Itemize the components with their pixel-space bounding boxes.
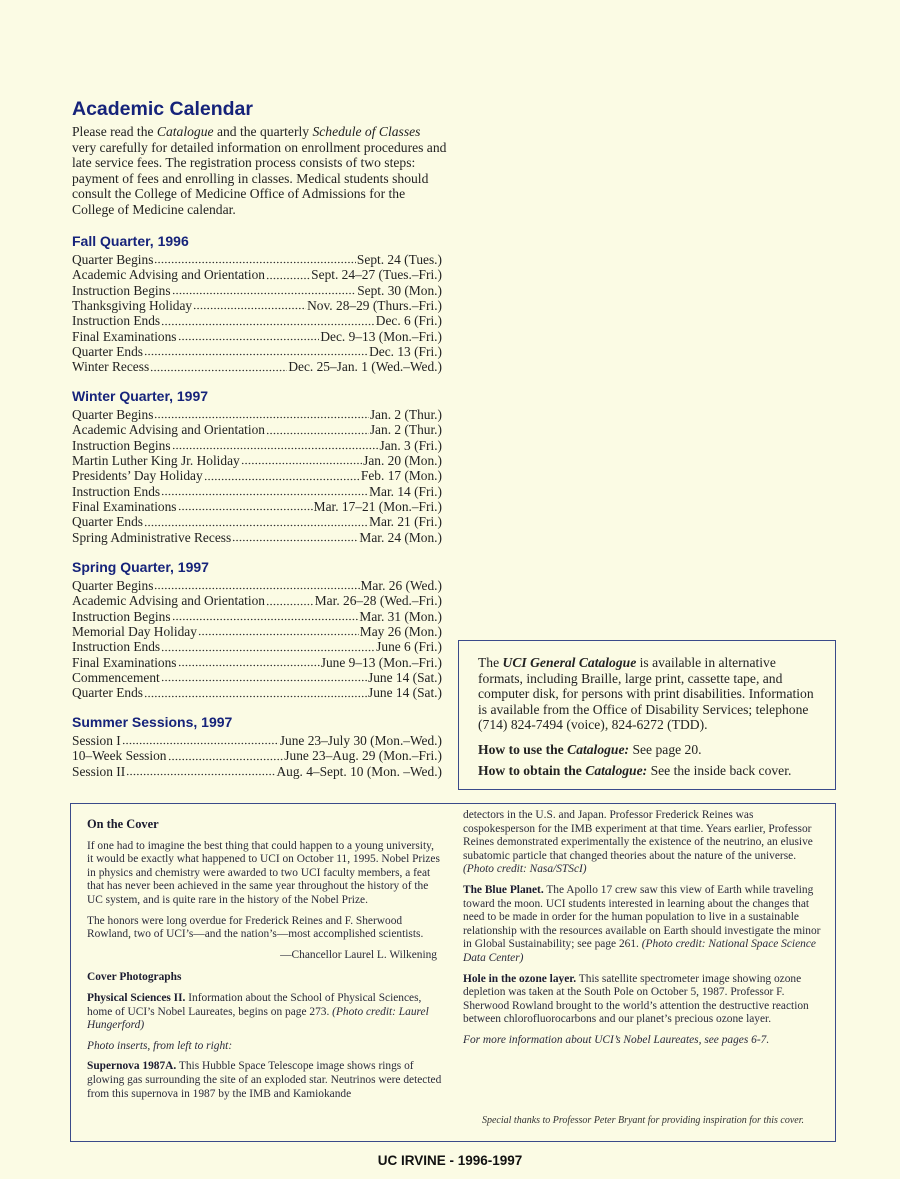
dot-leader xyxy=(198,626,359,636)
planet-text: The Apollo 17 crew saw this view of Earth while traveling toward the moon. UCI students interested in learning about the changes that need to be made in order for the human population to live in a sustainable relationship with the resources available on Earth should investigate the minor in Global Sustainability; see page 261. xyxy=(463,883,821,951)
dot-leader xyxy=(178,331,320,341)
calendar-row xyxy=(72,685,442,700)
calendar-row xyxy=(72,329,442,344)
dot-leader xyxy=(168,751,284,761)
ozone-entry xyxy=(463,973,823,1027)
event-date: Nov. 28–29 (Thurs.–Fri.) xyxy=(307,298,442,314)
supernova-continued xyxy=(463,809,823,877)
cover-paragraph-1: If one had to imagine the best thing that could happen to a young university, it would be exactly what happened to UCI on October 11, 1995. Nobel Prizes in physics and chemistry were awarded to two UCI faculty members, a feat that has never been achieved in the same year throughout the history of the UC system, and is quite rare in the history of the Nobel Prize. xyxy=(87,839,440,906)
calendar-row xyxy=(72,298,442,313)
calendar-row xyxy=(72,670,442,685)
phys-title: Physical Sciences II. xyxy=(87,991,186,1004)
calendar-row xyxy=(72,344,442,359)
access-text-2: is available in alternative formats, including Braille, large print, cassette tape, and computer disk, for persons with print disabilities. Information is available from the Office of Disability Services; telephone (714) 824-7494 (voice), 824-6272 (TDD). xyxy=(478,655,814,733)
calendar-row xyxy=(72,748,442,763)
phys-credit: (Photo credit: Laurel Hungerford) xyxy=(87,1005,429,1032)
event-label: 10–Week Session xyxy=(72,748,167,764)
how-get-label-b: Catalogue: xyxy=(585,762,648,778)
event-label: Instruction Ends xyxy=(72,639,161,655)
dot-leader xyxy=(172,285,357,295)
how-use-label-a: How to use the xyxy=(478,741,568,757)
how-use-label-b: Catalogue: xyxy=(567,741,630,757)
event-date: Sept. 24–27 (Tues.–Fri.) xyxy=(311,267,442,283)
event-label: Instruction Begins xyxy=(72,282,171,298)
dot-leader xyxy=(193,300,306,310)
how-get-text: See the inside back cover. xyxy=(647,762,792,778)
calendar-row xyxy=(72,407,442,422)
event-label: Final Examinations xyxy=(72,654,177,670)
event-label: Commencement xyxy=(72,670,160,686)
event-date: Jan. 20 (Mon.) xyxy=(363,453,442,469)
dot-leader xyxy=(241,455,362,465)
intro-text-2: and the quarterly xyxy=(213,124,313,139)
cover-right-column xyxy=(463,809,823,1055)
dot-leader xyxy=(178,657,320,667)
physical-sciences-entry xyxy=(87,992,443,1033)
calendar-row xyxy=(72,313,442,328)
section-spring-1997 xyxy=(72,559,442,701)
event-label: Quarter Ends xyxy=(72,685,144,701)
section-title: Summer Sessions, 1997 xyxy=(72,714,233,730)
calendar-row xyxy=(72,609,442,624)
section-summer-1997 xyxy=(72,714,442,779)
event-label: Presidents’ Day Holiday xyxy=(72,468,203,484)
event-label: Final Examinations xyxy=(72,499,177,515)
event-label: Thanksgiving Holiday xyxy=(72,298,193,314)
intro-text-3: very carefully for detailed information on enrollment procedures and late service fees. The registration process consists of two steps: payment of fees and enrolling in classes. Medical students should consult the College of Medicine Office of Admissions for the College of Medicine calendar. xyxy=(72,139,447,217)
intro-text-1: Please read the xyxy=(72,124,157,139)
event-date: June 14 (Sat.) xyxy=(367,685,442,701)
calendar-row xyxy=(72,468,442,483)
dot-leader xyxy=(204,471,360,481)
calendar-row xyxy=(72,453,442,468)
section-title: Spring Quarter, 1997 xyxy=(72,559,209,575)
calendar-row xyxy=(72,514,442,529)
access-text-1: The xyxy=(478,655,503,670)
event-date: June 14 (Sat.) xyxy=(367,670,442,686)
dot-leader xyxy=(266,596,314,606)
how-to-use-line xyxy=(478,742,817,758)
photo-inserts-label xyxy=(87,1040,443,1054)
event-label: Academic Advising and Orientation xyxy=(72,267,265,283)
event-date: Jan. 2 (Thur.) xyxy=(369,407,442,422)
event-label: Academic Advising and Orientation xyxy=(72,593,265,609)
dot-leader xyxy=(172,611,359,621)
event-date: Aug. 4–Sept. 10 (Mon. –Wed.) xyxy=(276,763,442,779)
supernova-title: Supernova 1987A. xyxy=(87,1060,177,1073)
dot-leader xyxy=(266,425,369,435)
dot-leader xyxy=(154,580,359,590)
event-date: Mar. 17–21 (Mon.–Fri.) xyxy=(313,499,442,515)
dot-leader xyxy=(266,270,310,280)
inserts-text: Photo inserts, from left to right: xyxy=(87,1039,233,1052)
event-label: Quarter Ends xyxy=(72,344,144,360)
event-date: Sept. 30 (Mon.) xyxy=(357,282,442,298)
event-date: June 6 (Fri.) xyxy=(376,639,442,655)
ozone-title: Hole in the ozone layer. xyxy=(463,972,577,985)
section-title: Winter Quarter, 1997 xyxy=(72,388,209,404)
intro-schedule-italic: Schedule of Classes xyxy=(312,124,421,139)
calendar-row xyxy=(72,530,442,545)
event-label: Instruction Ends xyxy=(72,313,161,329)
event-date: Mar. 21 (Fri.) xyxy=(369,514,442,530)
how-use-text: See page 20. xyxy=(629,741,702,757)
chancellor-signature: —Chancellor Laurel L. Wilkening xyxy=(280,948,437,961)
event-label: Instruction Begins xyxy=(72,608,171,624)
event-label: Spring Administrative Recess xyxy=(72,529,232,545)
event-date: Dec. 13 (Fri.) xyxy=(369,344,442,360)
cover-photographs-heading xyxy=(87,971,443,985)
supernova-text: This Hubble Space Telescope image shows rings of glowing gas surrounding the site of an exploded star. Neutrinos were detected from this supernova in 1987 by the IMB and Kamiokande xyxy=(87,1060,442,1100)
event-label: Academic Advising and Orientation xyxy=(72,422,265,438)
how-to-obtain-label xyxy=(478,763,647,778)
event-date: May 26 (Mon.) xyxy=(359,624,442,640)
dot-leader xyxy=(154,254,355,264)
dot-leader xyxy=(144,346,368,356)
cover-left-column xyxy=(87,818,443,1108)
how-get-label-a: How to obtain the xyxy=(478,762,586,778)
supernova-cont-text: detectors in the U.S. and Japan. Professor Frederick Reines was cospokesperson for the IMB experiment at that time. Years earlier, Professor Reines demonstrated experimentally the existence of the neutrino, an elusive subatomic particle that changed theories about the nature of the universe. xyxy=(463,809,813,862)
supernova-credit: (Photo credit: Nasa/STScI) xyxy=(463,863,587,876)
dot-leader xyxy=(161,642,375,652)
calendar-row xyxy=(72,267,442,282)
calendar-row xyxy=(72,624,442,639)
event-label: Quarter Begins xyxy=(72,407,154,422)
intro-catalogue-italic: Catalogue xyxy=(156,124,214,139)
event-date: Dec. 25–Jan. 1 (Wed.–Wed.) xyxy=(288,359,442,375)
dot-leader xyxy=(161,316,375,326)
dot-leader xyxy=(161,672,367,682)
section-fall-1996 xyxy=(72,233,442,375)
event-date: Mar. 24 (Mon.) xyxy=(359,529,442,545)
calendar-row xyxy=(72,359,442,374)
calendar-row xyxy=(72,578,442,593)
dot-leader xyxy=(172,440,379,450)
event-date: Mar. 26 (Wed.) xyxy=(360,578,442,593)
more-info-text: For more information about UCI’s Nobel Laureates, see pages 6-7. xyxy=(463,1033,770,1046)
event-label: Quarter Begins xyxy=(72,578,154,593)
dot-leader xyxy=(144,688,367,698)
event-date: Jan. 2 (Thur.) xyxy=(369,422,442,438)
dot-leader xyxy=(150,362,287,372)
how-to-use-label xyxy=(478,742,629,757)
alternative-formats-text xyxy=(478,655,817,733)
page-footer: UC IRVINE - 1996-1997 xyxy=(377,1153,523,1168)
photos-heading-text: Cover Photographs xyxy=(87,971,182,984)
event-label: Martin Luther King Jr. Holiday xyxy=(72,453,240,469)
calendar-row xyxy=(72,252,442,267)
event-date: June 23–Aug. 29 (Mon.–Fri.) xyxy=(284,748,442,764)
event-label: Instruction Ends xyxy=(72,483,161,499)
planet-credit: (Photo credit: National Space Science Data Center) xyxy=(463,938,816,964)
calendar-row xyxy=(72,733,442,748)
page-title: Academic Calendar xyxy=(72,98,253,120)
blue-planet-entry xyxy=(463,884,823,966)
event-date: Mar. 31 (Mon.) xyxy=(359,608,442,624)
event-date: June 9–13 (Mon.–Fri.) xyxy=(320,654,442,670)
catalogue-name: UCI General Catalogue xyxy=(502,655,637,670)
planet-title: The Blue Planet. xyxy=(463,883,544,896)
how-to-obtain-line xyxy=(478,763,817,779)
more-info-line xyxy=(463,1034,823,1048)
calendar-row xyxy=(72,639,442,654)
ozone-text: This satellite spectrometer image showing ozone depletion was taken at the South Pole on October 5, 1987. Professor F. Sherwood Rowland brought to the world’s attention the destructive reaction between chlorofluorocarbons and our planet’s precious ozone layer. xyxy=(463,972,809,1026)
dot-leader xyxy=(154,409,368,419)
supernova-entry xyxy=(87,1060,443,1101)
event-label: Final Examinations xyxy=(72,328,177,344)
event-date: Sept. 24 (Tues.) xyxy=(356,252,442,267)
section-title: Fall Quarter, 1996 xyxy=(72,233,189,249)
dot-leader xyxy=(126,766,275,776)
cover-paragraph-2: The honors were long overdue for Frederick Reines and F. Sherwood Rowland, two of UCI’s—and the nation’s—most accomplished scientists. xyxy=(87,914,424,941)
event-label: Memorial Day Holiday xyxy=(72,624,197,640)
calendar-row xyxy=(72,764,442,779)
calendar-row xyxy=(72,422,442,437)
event-label: Winter Recess xyxy=(72,359,150,375)
intro-paragraph xyxy=(72,124,447,218)
alternative-formats-box xyxy=(458,640,836,790)
event-label: Instruction Begins xyxy=(72,437,171,453)
calendar-row xyxy=(72,438,442,453)
event-date: Mar. 14 (Fri.) xyxy=(369,483,442,499)
calendar-row xyxy=(72,283,442,298)
dot-leader xyxy=(178,501,313,511)
section-winter-1997 xyxy=(72,388,442,545)
dot-leader xyxy=(232,532,358,542)
cover-heading: On the Cover xyxy=(87,817,159,831)
calendar-row xyxy=(72,593,442,608)
phys-text: Information about the School of Physical Sciences, home of UCI’s Nobel Laureates, begins on page 273. xyxy=(87,991,422,1018)
calendar-row xyxy=(72,655,442,670)
event-date: Jan. 3 (Fri.) xyxy=(379,437,442,453)
dot-leader xyxy=(161,486,368,496)
on-the-cover-box xyxy=(70,803,836,1142)
event-date: Mar. 26–28 (Wed.–Fri.) xyxy=(314,593,442,609)
event-date: June 23–July 30 (Mon.–Wed.) xyxy=(279,733,442,748)
dot-leader xyxy=(144,517,368,527)
dot-leader xyxy=(122,735,279,745)
event-label: Quarter Ends xyxy=(72,514,144,530)
calendar-row xyxy=(72,499,442,514)
calendar-row xyxy=(72,484,442,499)
event-label: Session I xyxy=(72,733,121,748)
special-thanks: Special thanks to Professor Peter Bryant for providing inspiration for this cover. xyxy=(481,1115,804,1126)
event-date: Dec. 9–13 (Mon.–Fri.) xyxy=(320,328,442,344)
event-label: Session II xyxy=(72,763,126,779)
event-label: Quarter Begins xyxy=(72,252,154,267)
event-date: Feb. 17 (Mon.) xyxy=(360,468,442,484)
event-date: Dec. 6 (Fri.) xyxy=(375,313,442,329)
